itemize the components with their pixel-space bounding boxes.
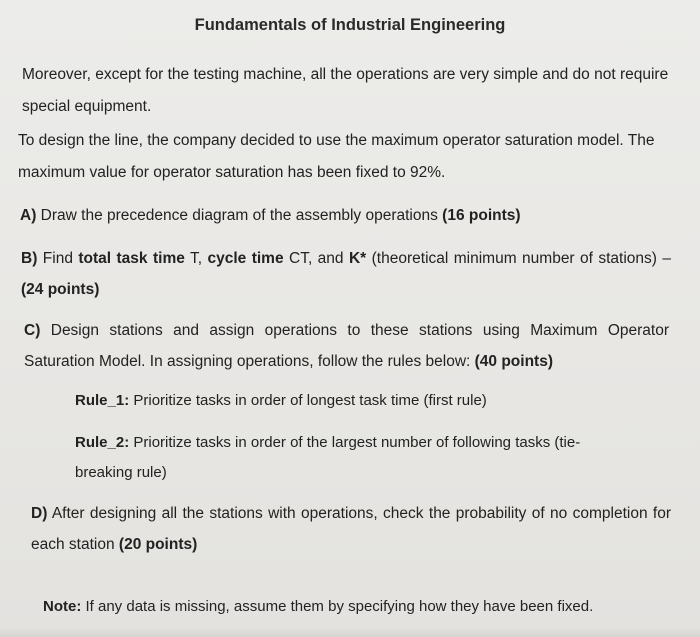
question-c-label: C) bbox=[24, 322, 41, 339]
question-b-text-1: Find bbox=[37, 250, 79, 267]
rule-1-text: Prioritize tasks in order of longest task time (first rule) bbox=[129, 392, 487, 409]
question-d-text: After designing all the stations with operations, check the probability of no completion for each station bbox=[31, 505, 671, 553]
question-b-text-3: CT, and bbox=[283, 250, 349, 267]
question-a bbox=[20, 200, 680, 231]
note-text: If any data is missing, assume them by specifying how they have been fixed. bbox=[81, 598, 594, 615]
intro-paragraph: Moreover, except for the testing machine, all the operations are very simple and do not require special equipment. bbox=[22, 66, 669, 115]
question-c-points: (40 points) bbox=[474, 353, 553, 370]
note bbox=[43, 592, 683, 622]
note-label: Note: bbox=[43, 598, 82, 615]
question-b-text-2: T, bbox=[184, 250, 208, 267]
question-c-text: Design stations and assign operations to these stations using Maximum Operator Saturation Model. In assigning operations, follow the rules below: bbox=[24, 322, 669, 370]
question-b bbox=[21, 243, 671, 305]
question-b-text-4: (theoretical minimum number of stations) – bbox=[366, 250, 672, 267]
document-title: Fundamentals of Industrial Engineering bbox=[194, 16, 506, 34]
question-d-label: D) bbox=[31, 505, 48, 522]
design-paragraph: To design the line, the company decided to use the maximum operator saturation model. The maximum value for operator saturation has been fixed to 92%. bbox=[18, 132, 655, 181]
rule-2 bbox=[75, 428, 635, 488]
question-a-text: Draw the precedence diagram of the assembly operations bbox=[36, 207, 443, 224]
rule-2-text: Prioritize tasks in order of the largest number of following tasks (tie-breaking rule) bbox=[75, 434, 581, 481]
rule-2-name: Rule_2: bbox=[75, 434, 130, 451]
question-c bbox=[24, 315, 669, 377]
question-b-points: (24 points) bbox=[21, 281, 100, 298]
question-a-points: (16 points) bbox=[442, 207, 521, 224]
question-b-term-cycle-time: cycle time bbox=[207, 250, 284, 267]
question-d bbox=[31, 498, 671, 560]
page-bottom-shadow bbox=[0, 627, 700, 637]
rule-1-name: Rule_1: bbox=[75, 392, 130, 409]
question-b-term-total-task-time: total task time bbox=[78, 250, 185, 267]
question-a-label: A) bbox=[20, 207, 37, 224]
question-b-term-k-star: K* bbox=[348, 250, 367, 267]
question-d-points: (20 points) bbox=[118, 536, 198, 553]
question-b-label: B) bbox=[21, 250, 38, 267]
rule-1 bbox=[75, 386, 635, 416]
